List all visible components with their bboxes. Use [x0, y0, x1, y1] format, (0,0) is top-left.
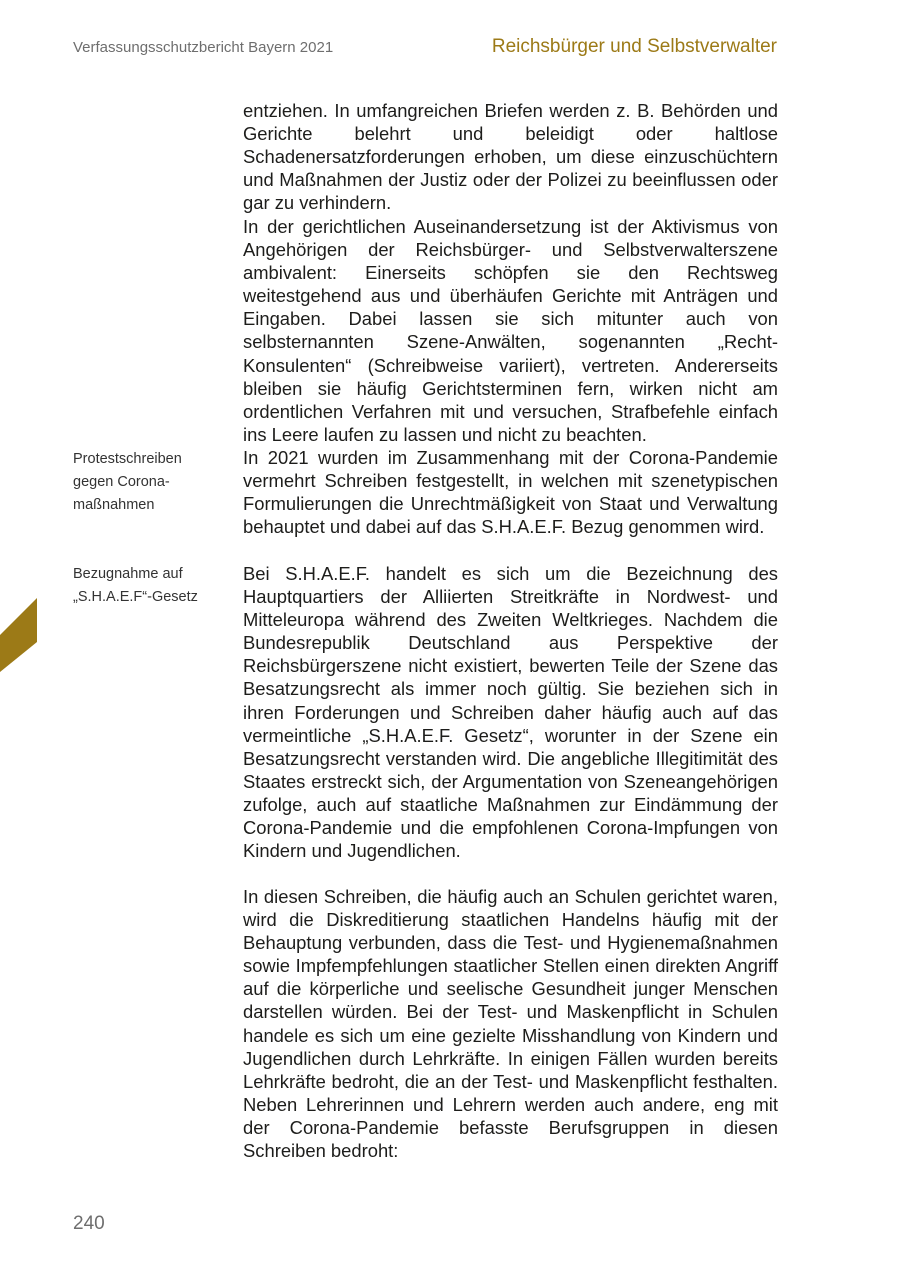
margin-note-bezugnahme: Bezugnahme auf „S.H.A.E.F“-Gesetz	[73, 566, 198, 605]
page-number: 240	[73, 1213, 105, 1234]
chapter-tab-shape	[0, 598, 37, 672]
paragraph-4: Bei S.H.A.E.F. handelt es sich um die Bezeichnung des Hauptquartiers der Alliierten Streitkräfte in Nordwest- und Mitteleuropa während des Zweiten Weltkrieges. Nachdem die Bundesrepublik Deutschland aus Perspektive der Reichsbürgerszene nicht existiert, bewerten Teile der Szene das Besatzungsrecht als immer noch gültig. Sie beziehen sich in ihren Forderungen und Schreiben daher häufig auch auf das vermeintliche „S.H.A.E.F. Gesetz“, worunter in der Szene ein Besatzungsrecht verstanden wird. Die angebliche Illegitimität des Staates erstreckt sich, der Argumentation von Szeneangehörigen zufolge, auch auf staatliche Maßnahmen zur Eindämmung der Corona-Pandemie und die empfohlenen Corona-Impfungen von Kindern und Jugendlichen.	[243, 563, 778, 862]
running-header-report-title: Verfassungsschutzbericht Bayern 2021	[73, 39, 334, 56]
margin-note-protestschreiben: Protestschreiben gegen Corona-maßnahmen	[73, 451, 182, 513]
paragraph-5: In diesen Schreiben, die häufig auch an Schulen gerichtet waren, wird die Diskreditierung staatlichen Handelns häufig mit der Behauptung verbunden, dass die Test- und Hygienemaßnahmen sowie Impfempfehlungen staatlicher Stellen einen direkten Angriff auf die körperliche und seelische Gesundheit junger Menschen darstellen würden. Bei der Test- und Maskenpflicht in Schulen handele es sich um eine gezielte Misshandlung von Kindern und Jugendlichen durch Lehrkräfte. In einigen Fällen wurden bereits Lehrkräfte bedroht, die an der Test- und Maskenpflicht festhalten. Neben Lehrerinnen und Lehrern werden auch andere, eng mit der Corona-Pandemie befasste Berufsgruppen in diesen Schreiben bedroht:	[243, 886, 778, 1162]
running-header-chapter-title: Reichsbürger und Selbstverwalter	[491, 36, 777, 57]
paragraph-1: entziehen. In umfangreichen Briefen werden z. B. Behörden und Gerichte belehrt und beleidigt oder haltlose Schadenersatzforderungen erhoben, um diese einzuschüchtern und Maßnahmen der Justiz oder der Polizei zu beeinflussen oder gar zu verhindern.	[243, 100, 778, 214]
paragraph-3: In 2021 wurden im Zusammenhang mit der Corona-Pandemie vermehrt Schreiben festgestellt, in welchen mit szenetypischen Formulierungen die Unrechtmäßigkeit von Staat und Verwaltung behauptet und dabei auf das S.H.A.E.F. Bezug genommen wird.	[243, 447, 778, 538]
paragraph-2: In der gerichtlichen Auseinandersetzung ist der Aktivismus von Angehörigen der Reichsbürger- und Selbstverwalterszene ambivalent: Einerseits schöpfen sie den Rechtsweg weitestgehend aus und überhäufen Gerichte mit Anträgen und Eingaben. Dabei lassen sie sich mitunter auch von selbsternannten Szene-Anwälten, sogenannten „Recht-Konsulenten“ (Schreibweise variiert), vertreten. Andererseits bleiben sie häufig Gerichtsterminen fern, wirken nicht am ordentlichen Verfahren mit und versuchen, Strafbefehle einfach ins Leere laufen zu lassen und nicht zu beachten.	[243, 216, 778, 445]
chapter-tab-marker	[0, 598, 37, 672]
